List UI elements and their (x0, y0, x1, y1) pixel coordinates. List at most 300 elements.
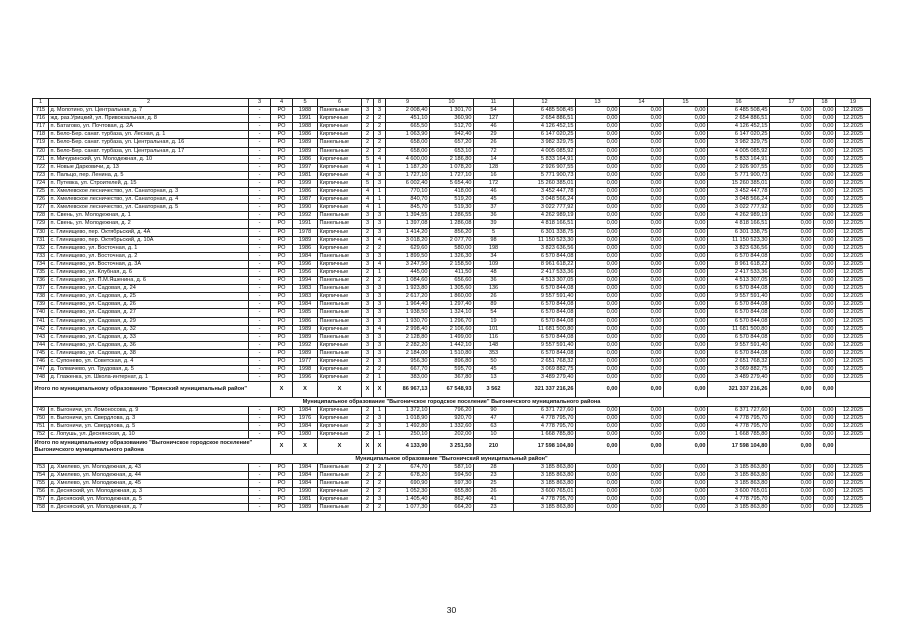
table-cell: 1 286,08 (430, 220, 474, 228)
table-cell: 6 570 844,08 (708, 301, 770, 309)
table-cell: с. Глинищево, ул. Восточная, д. 1 (49, 244, 249, 252)
housing-register-table (32, 98, 871, 512)
table-cell: 12.2025 (836, 317, 871, 325)
table-cell: 14 (620, 99, 664, 107)
table-cell: п. Выгоничи, ул. Свердлова, д. 5 (49, 423, 249, 431)
table-cell: 3 185 863,80 (514, 504, 576, 512)
table-cell: 3 (374, 228, 386, 236)
table-cell: 0,00 (576, 252, 620, 260)
table-cell: 23 (474, 504, 514, 512)
table-cell: - (249, 155, 271, 163)
section-heading: Муниципальное образование "Выгоничский муниципальный район" (33, 455, 871, 464)
table-cell: 942,40 (430, 131, 474, 139)
table-cell: 2 (374, 366, 386, 374)
table-cell: 0,00 (576, 285, 620, 293)
table-cell: 5 771 900,73 (514, 171, 576, 179)
table-cell: 101 (474, 325, 514, 333)
table-cell: 23 (474, 471, 514, 479)
table-cell: - (249, 366, 271, 374)
table-cell: 519,30 (430, 204, 474, 212)
table-row (33, 293, 871, 301)
table-cell: 15 (664, 99, 708, 107)
table-cell: 0,00 (576, 293, 620, 301)
table-cell: 2 186,80 (430, 155, 474, 163)
table-cell: 39 (474, 220, 514, 228)
table-cell: РО (271, 115, 293, 123)
table-cell: 3 048 566,24 (708, 196, 770, 204)
table-cell: 12.2025 (836, 212, 871, 220)
table-cell: 751 (33, 423, 49, 431)
summary-cell: 0,00 (770, 439, 814, 455)
table-cell: 3 185 863,80 (514, 463, 576, 471)
summary-cell: X (318, 439, 362, 455)
table-cell: 512,70 (430, 123, 474, 131)
table-cell: 856,20 (430, 228, 474, 236)
table-cell: - (249, 212, 271, 220)
table-cell: - (249, 188, 271, 196)
table-cell: 2 (374, 147, 386, 155)
table-cell: РО (271, 333, 293, 341)
table-cell: 1986 (293, 131, 318, 139)
table-cell: 0,00 (620, 115, 664, 123)
table-cell: 0,00 (664, 236, 708, 244)
table-cell: 744 (33, 341, 49, 349)
table-cell: 3 982 329,75 (708, 139, 770, 147)
table-cell: РО (271, 309, 293, 317)
table-cell: 12.2025 (836, 423, 871, 431)
table-cell: 0,00 (620, 220, 664, 228)
table-cell: - (249, 163, 271, 171)
table-cell: 2 (362, 123, 374, 131)
table-cell: 1 (374, 268, 386, 276)
table-cell: 0,00 (576, 268, 620, 276)
table-cell: с. Глинищево, ул. Садовая, д. 32 (49, 325, 249, 333)
table-cell: 1981 (293, 496, 318, 504)
table-cell: 411,50 (430, 268, 474, 276)
table-cell: 7 (362, 99, 374, 107)
table-cell: 718 (33, 131, 49, 139)
table-cell: 12.2025 (836, 131, 871, 139)
table-row (33, 123, 871, 131)
table-cell: 4 778 795,70 (514, 414, 576, 422)
table-cell: - (249, 317, 271, 325)
table-cell: 2 998,40 (386, 325, 430, 333)
summary-cell: 0,00 (576, 439, 620, 455)
table-cell: Панельные (318, 147, 362, 155)
table-row (33, 131, 871, 139)
table-cell: - (249, 406, 271, 414)
table-cell: 0,00 (664, 325, 708, 333)
table-cell: 3 489 279,40 (708, 374, 770, 382)
table-cell: 6 147 020,25 (514, 131, 576, 139)
table-cell: 1 414,20 (386, 228, 430, 236)
table-cell: 0,00 (664, 488, 708, 496)
table-cell: 0,00 (664, 260, 708, 268)
table-cell: 12.2025 (836, 414, 871, 422)
table-cell: Панельные (318, 480, 362, 488)
table-cell: 597,30 (430, 480, 474, 488)
table-cell: 0,00 (814, 163, 836, 171)
table-cell: РО (271, 107, 293, 115)
table-cell: 1 899,50 (386, 252, 430, 260)
table-cell: РО (271, 220, 293, 228)
table-cell: 1989 (293, 325, 318, 333)
table-cell: 0,00 (664, 301, 708, 309)
table-cell: 3 (362, 325, 374, 333)
table-cell: 202,00 (430, 431, 474, 439)
table-cell: 4 513 307,05 (514, 277, 576, 285)
table-cell: 0,00 (770, 139, 814, 147)
table-cell: 172 (474, 179, 514, 187)
table-cell: 1 (374, 188, 386, 196)
table-cell: 2 (362, 228, 374, 236)
table-cell: 5 (293, 99, 318, 107)
table-cell: РО (271, 480, 293, 488)
table-cell: - (249, 131, 271, 139)
table-cell: 0,00 (664, 374, 708, 382)
table-cell: 9 557 591,40 (514, 341, 576, 349)
table-cell: 0,00 (664, 471, 708, 479)
table-cell: 0,00 (576, 155, 620, 163)
table-cell: 47 (474, 414, 514, 422)
table-cell: 0,00 (814, 204, 836, 212)
table-cell: 3 823 636,56 (514, 244, 576, 252)
table-cell: 1 (374, 431, 386, 439)
table-cell: 3 069 882,75 (514, 366, 576, 374)
table-cell: 3 (374, 131, 386, 139)
table-cell: Кирпичные (318, 188, 362, 196)
table-cell: - (249, 325, 271, 333)
table-cell: 0,00 (770, 471, 814, 479)
table-cell: 36 (474, 277, 514, 285)
table-cell: 0,00 (620, 179, 664, 187)
table-cell: 0,00 (814, 147, 836, 155)
table-cell: 0,00 (770, 496, 814, 504)
table-cell: 2 (374, 504, 386, 512)
table-cell: 674,70 (386, 463, 430, 471)
table-cell: 1 084,60 (386, 277, 430, 285)
table-cell: Панельные (318, 333, 362, 341)
table-cell: - (249, 147, 271, 155)
table-cell: 0,00 (576, 358, 620, 366)
table-cell: 12.2025 (836, 179, 871, 187)
table-cell: 9 557 591,40 (708, 341, 770, 349)
table-cell: 3 452 447,78 (708, 188, 770, 196)
table-cell: п. Хмелевское лесничество, ул. Санаторная, д. 5 (49, 204, 249, 212)
table-cell: 98 (474, 236, 514, 244)
table-cell: 0,00 (620, 480, 664, 488)
table-cell: 755 (33, 480, 49, 488)
table-cell: 4 262 989,19 (514, 212, 576, 220)
table-cell: 3 (374, 252, 386, 260)
table-cell: 1 301,70 (430, 107, 474, 115)
table-cell: 3 (374, 341, 386, 349)
table-cell: д. Хмелево, ул. Молодежная, д. 44 (49, 471, 249, 479)
table-cell: 28 (474, 463, 514, 471)
table-cell: 12.2025 (836, 293, 871, 301)
table-cell: 17 (770, 99, 814, 107)
table-cell: 0,00 (814, 480, 836, 488)
table-cell: 519,20 (430, 196, 474, 204)
table-cell: 12.2025 (836, 406, 871, 414)
table-cell: 2 926 907,55 (708, 163, 770, 171)
table-cell: Кирпичные (318, 115, 362, 123)
table-cell: 2 654 886,51 (514, 115, 576, 123)
table-cell: 1 078,20 (430, 163, 474, 171)
table-cell: 12.2025 (836, 188, 871, 196)
table-cell: 0,00 (814, 406, 836, 414)
table-cell: РО (271, 155, 293, 163)
table-cell: 4 818 166,51 (514, 220, 576, 228)
table-cell: 3 (374, 423, 386, 431)
table-row (33, 139, 871, 147)
table-cell: РО (271, 423, 293, 431)
table-cell: 0,00 (664, 155, 708, 163)
table-cell: - (249, 277, 271, 285)
table-cell: 0,00 (770, 268, 814, 276)
table-cell: 11 681 500,80 (708, 325, 770, 333)
table-cell: 0,00 (814, 325, 836, 333)
table-cell: 1992 (293, 212, 318, 220)
table-cell: 1 397,08 (386, 220, 430, 228)
table-cell: - (249, 504, 271, 512)
table-cell: 5 771 900,73 (708, 171, 770, 179)
table-cell: 0,00 (814, 196, 836, 204)
table-cell: 6 570 844,08 (514, 285, 576, 293)
table-cell: 1984 (293, 301, 318, 309)
table-cell: 0,00 (620, 349, 664, 357)
section-heading: Муниципальное образование "Выгоничское городское поселение" Выгоничского муниципального района (33, 398, 871, 407)
table-cell: 2 (362, 277, 374, 285)
table-cell: Кирпичные (318, 244, 362, 252)
table-cell: 8 961 618,22 (708, 260, 770, 268)
table-cell: 0,00 (620, 107, 664, 115)
table-cell: 1 (374, 374, 386, 382)
table-cell: 0,00 (664, 309, 708, 317)
table-row (33, 155, 871, 163)
table-cell: 0,00 (620, 204, 664, 212)
table-cell: 3 069 882,75 (708, 366, 770, 374)
table-cell: Панельные (318, 277, 362, 285)
table-cell: 1992 (293, 341, 318, 349)
table-cell: 2 (374, 123, 386, 131)
table-cell: РО (271, 496, 293, 504)
table-cell: 0,00 (620, 333, 664, 341)
table-cell: 0,00 (576, 414, 620, 422)
table-row (33, 171, 871, 179)
table-cell: 12.2025 (836, 236, 871, 244)
table-cell: 2 (374, 277, 386, 285)
table-cell: 1 938,50 (386, 309, 430, 317)
table-cell: 12.2025 (836, 123, 871, 131)
table-cell: 2 (374, 488, 386, 496)
table-cell: 4 600,00 (386, 155, 430, 163)
table-cell: 0,00 (576, 366, 620, 374)
table-cell: 730 (33, 228, 49, 236)
table-cell: 1977 (293, 358, 318, 366)
table-cell: 0,00 (620, 163, 664, 171)
table-cell: Кирпичные (318, 358, 362, 366)
table-cell: с. Глинищево, ул. Восточная, д. 2 (49, 252, 249, 260)
summary-cell: X (293, 439, 318, 455)
table-cell: 5 (362, 179, 374, 187)
table-cell: 6 570 844,08 (514, 309, 576, 317)
table-cell: 0,00 (620, 228, 664, 236)
table-cell: 45 (474, 196, 514, 204)
table-cell: 0,00 (620, 155, 664, 163)
table-cell: 2 158,50 (430, 260, 474, 268)
table-cell: 367,80 (430, 374, 474, 382)
table-cell: - (249, 309, 271, 317)
table-cell: РО (271, 179, 293, 187)
table-cell: 0,00 (620, 374, 664, 382)
table-cell: 0,00 (814, 414, 836, 422)
table-cell: 1983 (293, 293, 318, 301)
table-cell: 0,00 (770, 285, 814, 293)
table-cell: п. Бело-Бер. санат. турбаза, ул. Лесная, д. 1 (49, 131, 249, 139)
table-cell: 26 (474, 293, 514, 301)
table-cell: 737 (33, 285, 49, 293)
column-number-row (33, 99, 871, 107)
table-cell: 3 (362, 252, 374, 260)
table-cell: 3 (362, 293, 374, 301)
table-cell: 3 (362, 236, 374, 244)
table-cell: 656,60 (430, 277, 474, 285)
table-cell: Кирпичные (318, 163, 362, 171)
table-cell: 4 (362, 196, 374, 204)
table-cell: 6 570 844,08 (708, 349, 770, 357)
table-cell: 0,00 (814, 293, 836, 301)
summary-label: Итого по муниципальному образованию "Выгоничское городское поселение" Выгоничского муниципального района (33, 439, 271, 455)
table-cell: 0,00 (770, 147, 814, 155)
table-cell: 0,00 (620, 358, 664, 366)
table-cell: 13 (474, 374, 514, 382)
table-cell: 0,00 (620, 260, 664, 268)
table-cell: - (249, 196, 271, 204)
table-cell: 756 (33, 488, 49, 496)
table-cell: с. Супонево, ул. Советская, д. 4 (49, 358, 249, 366)
table-cell: с. Глинищево, ул. Восточная, д. 3А (49, 260, 249, 268)
table-cell: РО (271, 366, 293, 374)
table-cell: 0,00 (770, 179, 814, 187)
table-cell: Кирпичные (318, 123, 362, 131)
table-cell: 0,00 (814, 252, 836, 260)
table-cell: 0,00 (770, 212, 814, 220)
table-cell: 16 (708, 99, 770, 107)
table-cell: 1 (33, 99, 49, 107)
table-cell: 6 301 338,75 (708, 228, 770, 236)
table-cell: жд. раз.Урицкий, ул. Привокзальная, д. 8 (49, 115, 249, 123)
table-cell: д. Молотино, ул. Центральная, д. 7 (49, 107, 249, 115)
table-cell: 3 (374, 496, 386, 504)
table-cell: 0,00 (770, 228, 814, 236)
table-cell: п. Путевка, ул. Строителей, д. 15 (49, 179, 249, 187)
table-cell: 752 (33, 431, 49, 439)
table-cell: 6 570 844,08 (708, 285, 770, 293)
table-cell: 3 (374, 171, 386, 179)
table-cell: 0,00 (620, 325, 664, 333)
table-cell: 0,00 (664, 414, 708, 422)
table-cell: 1 187,20 (386, 163, 430, 171)
table-cell: - (249, 260, 271, 268)
table-cell: 0,00 (620, 366, 664, 374)
table-cell: 1991 (293, 115, 318, 123)
table-cell: 0,00 (770, 115, 814, 123)
table-cell: 750 (33, 414, 49, 422)
table-cell: 1 (374, 163, 386, 171)
table-cell: РО (271, 196, 293, 204)
table-cell: РО (271, 431, 293, 439)
table-cell: 451,10 (386, 115, 430, 123)
table-cell: Панельные (318, 309, 362, 317)
table-cell: 1986 (293, 155, 318, 163)
summary-cell: 0,00 (814, 439, 836, 455)
table-cell: 0,00 (576, 123, 620, 131)
table-cell: 0,00 (664, 358, 708, 366)
table-cell: 1 332,60 (430, 423, 474, 431)
table-row (33, 309, 871, 317)
table-row (33, 220, 871, 228)
table-cell: 3 022 777,92 (514, 204, 576, 212)
table-cell: 10 (474, 431, 514, 439)
table-cell: 0,00 (770, 107, 814, 115)
table-cell: 0,00 (620, 147, 664, 155)
table-cell: 2 (362, 496, 374, 504)
table-cell: 1999 (293, 179, 318, 187)
table-cell: 12.2025 (836, 107, 871, 115)
table-row (33, 107, 871, 115)
table-cell: 740 (33, 309, 49, 317)
table-cell: 0,00 (664, 123, 708, 131)
table-cell: 9 557 591,40 (708, 293, 770, 301)
table-cell: 6 485 508,45 (514, 107, 576, 115)
table-cell: 757 (33, 496, 49, 504)
table-cell: 198 (474, 244, 514, 252)
table-cell: п. Хмелевское лесничество, ул. Санаторная, д. 4 (49, 196, 249, 204)
table-cell: 26 (474, 488, 514, 496)
table-cell: 0,00 (576, 163, 620, 171)
table-cell: 1989 (293, 236, 318, 244)
table-cell: 0,00 (770, 171, 814, 179)
table-cell: 3 (374, 285, 386, 293)
table-cell: 0,00 (664, 333, 708, 341)
table-cell: п. Выгоничи, ул. Ломоносова, д. 9 (49, 406, 249, 414)
table-cell: 12.2025 (836, 374, 871, 382)
table-cell: РО (271, 406, 293, 414)
table-cell: 2 (362, 139, 374, 147)
table-cell: 50 (474, 358, 514, 366)
table-cell: 0,00 (576, 179, 620, 187)
table-cell: 1988 (293, 107, 318, 115)
table-cell: 658,00 (386, 147, 430, 155)
table-row (33, 244, 871, 252)
table-cell: 2 (362, 431, 374, 439)
table-cell: 1 394,55 (386, 212, 430, 220)
table-cell: Кирпичные (318, 260, 362, 268)
table-cell: 418,00 (430, 188, 474, 196)
table-cell: 667,70 (386, 366, 430, 374)
table-cell: 445,00 (386, 268, 430, 276)
table-cell: 3 (374, 317, 386, 325)
table-cell: п. Десняский, ул. Молодежная, д. 3 (49, 488, 249, 496)
table-cell: 4 513 307,05 (708, 277, 770, 285)
table-cell: 3 185 863,80 (708, 480, 770, 488)
table-cell: 0,00 (770, 333, 814, 341)
table-cell: 148 (474, 341, 514, 349)
table-cell: 4 (362, 163, 374, 171)
table-cell: 1976 (293, 414, 318, 422)
table-cell: 0,00 (620, 212, 664, 220)
